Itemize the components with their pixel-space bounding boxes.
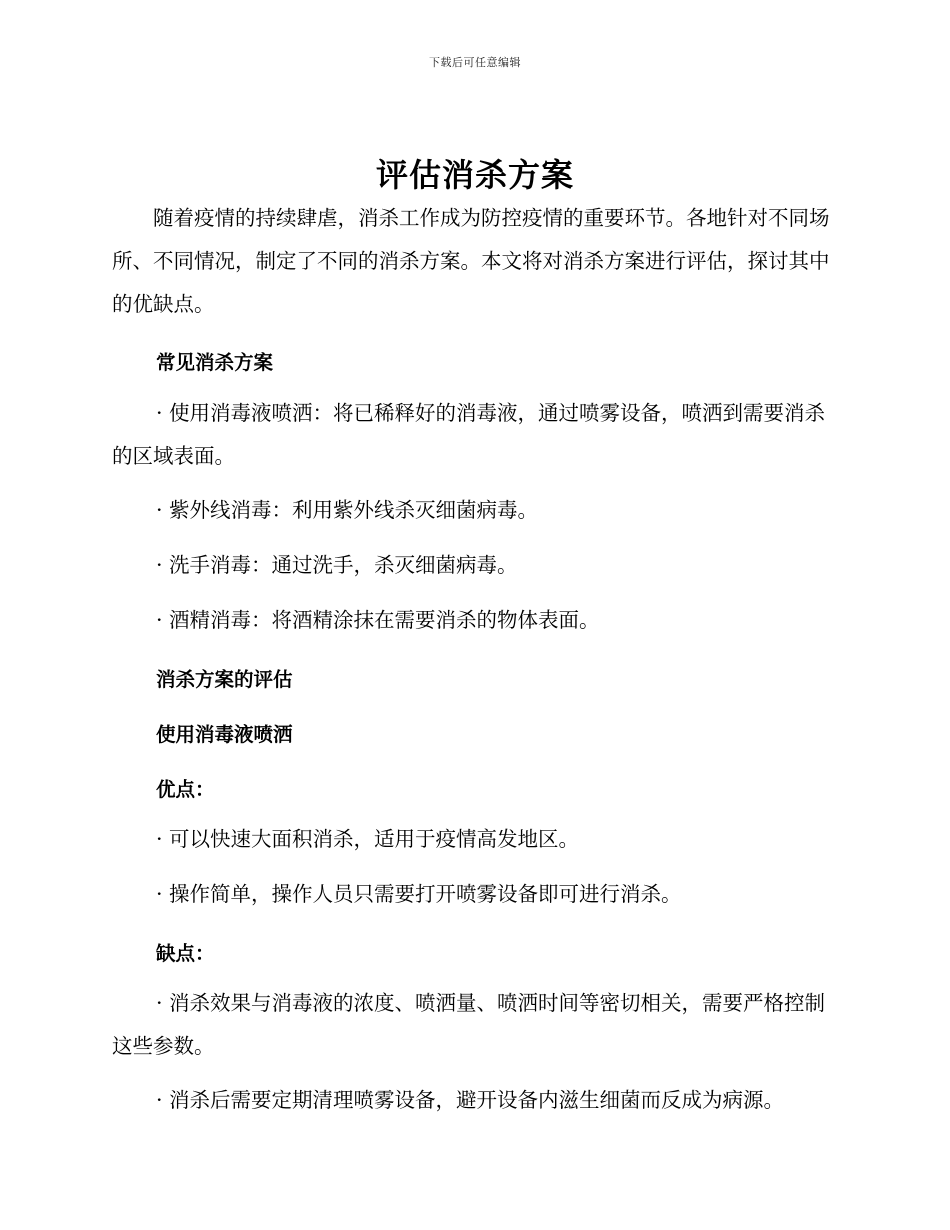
pros-item: · 操作简单，操作人员只需要打开喷雾设备即可进行消杀。 — [156, 882, 682, 906]
list-item-alcohol: · 酒精消毒：将酒精涂抹在需要消杀的物体表面。 — [156, 608, 600, 632]
intro-paragraph: 随着疫情的持续肆虐，消杀工作成为防控疫情的重要环节。各地针对不同场所、不同情况，制定了不同的消杀方案。本文将对消杀方案进行评估，探讨其中的优缺点。 — [112, 206, 830, 316]
sub-heading-spray: 使用消毒液喷洒 — [156, 723, 293, 746]
list-item-spray: · 使用消毒液喷洒：将已稀释好的消毒液，通过喷雾设备，喷洒到需要消杀的区域表面。 — [112, 401, 826, 468]
list-item-handwash: · 洗手消毒：通过洗手，杀灭细菌病毒。 — [156, 553, 518, 577]
pros-label: 优点： — [156, 778, 215, 801]
list-item-uv: · 紫外线消毒：利用紫外线杀灭细菌病毒。 — [156, 498, 539, 522]
pros-item: · 可以快速大面积消杀，适用于疫情高发地区。 — [156, 827, 580, 851]
cons-label: 缺点： — [156, 942, 215, 965]
section-heading-common: 常见消杀方案 — [156, 351, 274, 374]
cons-item: · 消杀效果与消毒液的浓度、喷洒量、喷洒时间等密切相关，需要严格控制这些参数。 — [112, 991, 826, 1058]
header-note: 下载后可任意编辑 — [429, 56, 521, 69]
section-heading-eval: 消杀方案的评估 — [156, 668, 293, 691]
document-title: 评估消杀方案 — [375, 156, 574, 194]
cons-item: · 消杀后需要定期清理喷雾设备，避开设备内滋生细菌而反成为病源。 — [156, 1088, 785, 1112]
